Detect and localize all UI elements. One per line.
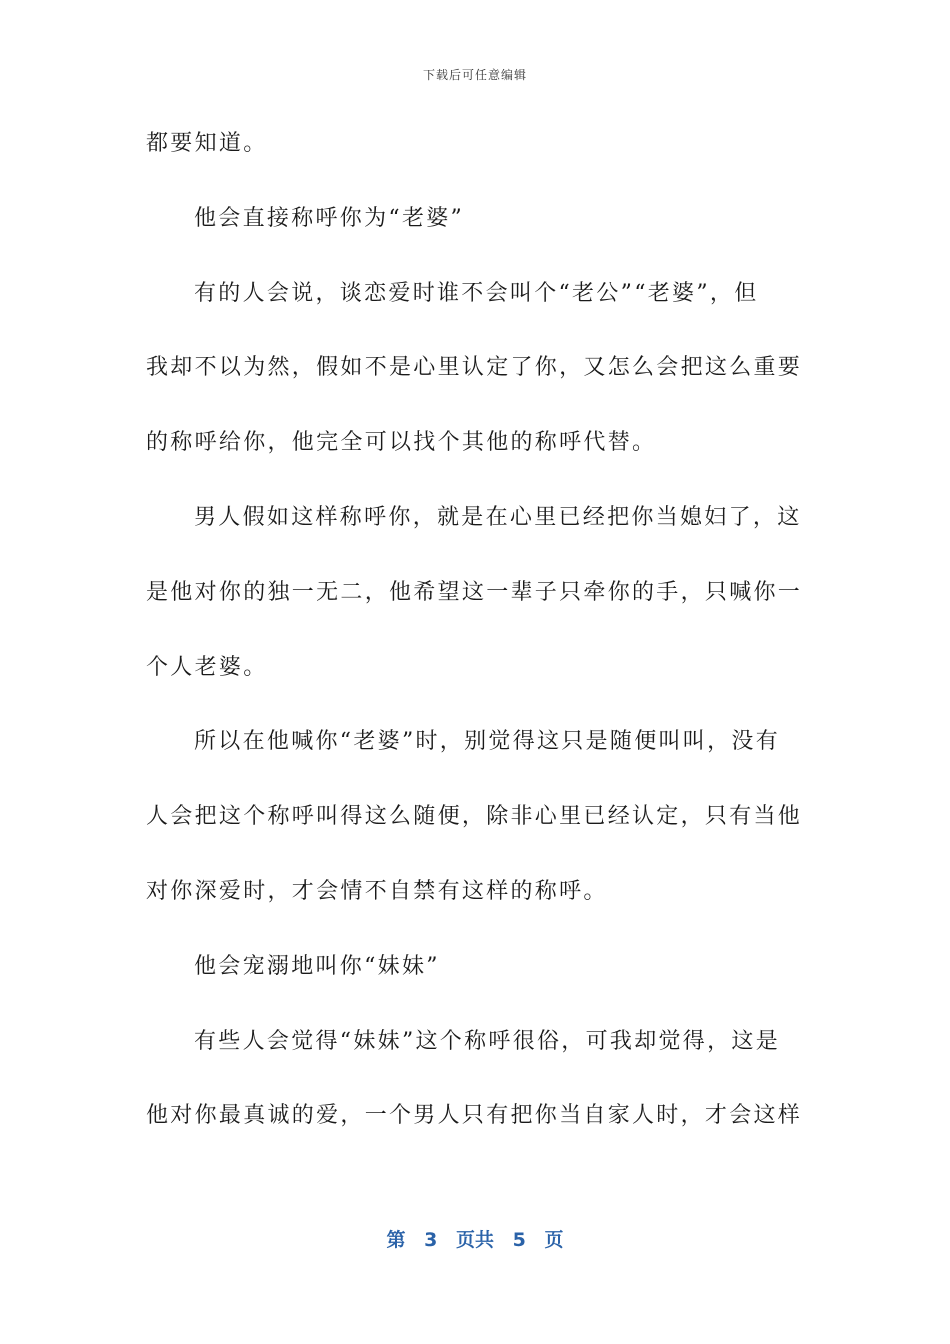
paragraph-line: 他对你最真诚的爱，一个男人只有把你当自家人时，才会这样 — [146, 1103, 803, 1129]
paragraph-line: 我却不以为然，假如不是心里认定了你，又怎么会把这么重要 — [146, 355, 803, 381]
section-heading: 他会直接称呼你为“老婆” — [194, 205, 465, 231]
page-number: 3 — [424, 1229, 438, 1251]
paragraph-line: 是他对你的独一无二，他希望这一辈子只牵你的手，只喊你一 — [146, 579, 803, 605]
paragraph-line: 人会把这个称呼叫得这么随便，除非心里已经认定，只有当他 — [146, 804, 803, 830]
paragraph-line: 有的人会说，谈恋爱时谁不会叫个“老公”“老婆”，但 — [194, 280, 759, 306]
paragraph-line: 都要知道。 — [146, 131, 268, 156]
total-label: 页共 — [455, 1229, 494, 1251]
page-label: 第 — [386, 1229, 406, 1251]
paragraph-line: 个人老婆。 — [146, 654, 268, 680]
paragraph-line: 所以在他喊你“老婆”时，别觉得这只是随便叫叫，没有 — [194, 729, 780, 755]
page-header: 下载后可任意编辑 — [422, 68, 527, 82]
paragraph-line: 男人假如这样称呼你，就是在心里已经把你当媳妇了，这 — [194, 504, 802, 530]
total-pages: 5 — [512, 1229, 526, 1251]
section-heading: 他会宠溺地叫你“妹妹” — [194, 953, 440, 979]
paragraph-line: 有些人会觉得“妹妹”这个称呼很俗，可我却觉得，这是 — [194, 1028, 780, 1054]
paragraph-line: 的称呼给你，他完全可以找个其他的称呼代替。 — [146, 430, 657, 456]
page-footer — [0, 1225, 950, 1252]
document-body — [146, 122, 803, 1169]
page-suffix: 页 — [544, 1229, 564, 1251]
paragraph-line: 对你深爱时，才会情不自禁有这样的称呼。 — [146, 878, 608, 904]
